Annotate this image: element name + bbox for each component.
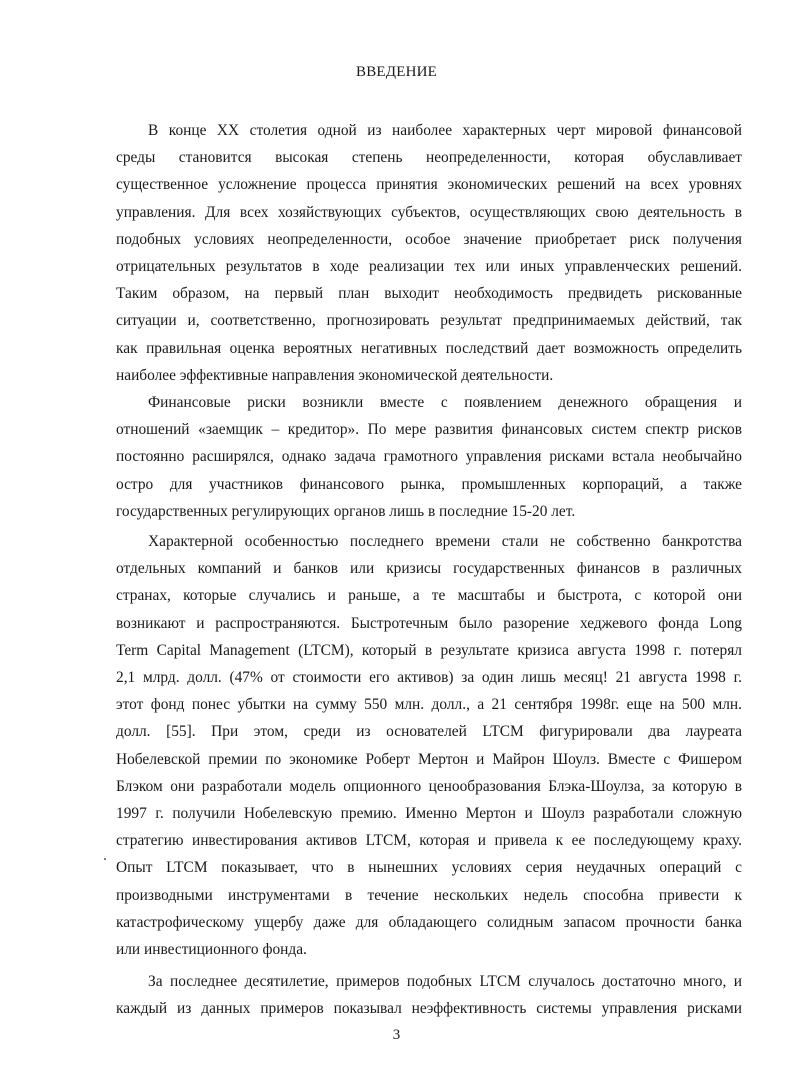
scan-speck — [104, 858, 106, 860]
text-line: подобных условиях неопределенности, особое значение приобретает риск получения — [116, 230, 742, 248]
text-line: Опыт LTCM показывает, что в нынешних условиях серия неудачных операций с — [116, 859, 742, 877]
text-line: отрицательных результатов в ходе реализации тех или иных управленческих решений. — [116, 258, 742, 275]
text-line: 1997 г. получили Нобелевскую премию. Именно Мертон и Шоулз разработали сложную — [116, 805, 742, 822]
text-line: государственных регулирующих органов лишь в последние 15-20 лет. — [116, 502, 576, 520]
text-line: Нобелевской премии по экономике Роберт Мертон и Майрон Шоулз. Вместе с Фишером — [116, 750, 742, 768]
text-line: 2,1 млрд. долл. (47% от стоимости его активов) за один лишь месяц! 21 августа 1998 г. — [116, 669, 742, 686]
text-line: среды становится высокая степень неопределенности, которая обуславливает — [116, 149, 742, 167]
text-line: Блэком они разработали модель опционного ценообразования Блэка-Шоулза, за которую в — [116, 777, 742, 795]
text-line: остро для участников финансового рынка, промышленных корпораций, а также — [116, 475, 742, 493]
text-line: долл. [55]. При этом, среди из основателей LTCM фигурировали два лауреата — [116, 723, 742, 741]
text-line: отдельных компаний и банков или кризисы государственных финансов в различных — [116, 560, 742, 578]
text-line: катастрофическому ущербу даже для обладающего солидным запасом прочности банка — [116, 913, 742, 931]
text-line: каждый из данных примеров показывал неэффективность системы управления рисками — [116, 1000, 742, 1018]
text-line: производными инструментами в течение нескольких недель способна привести к — [116, 886, 742, 904]
text-line: Таким образом, на первый план выходит необходимость предвидеть рискованные — [116, 285, 742, 303]
text-line: управления. Для всех хозяйствующих субъектов, осуществляющих свою деятельность в — [116, 203, 742, 221]
text-line: постоянно расширялся, однако задача грамотного управления рисками встала необычайно — [116, 448, 742, 466]
text-line: странах, которые случались и раньше, а те масштабы и быстрота, с которой они — [116, 587, 742, 605]
text-line: возникают и распространяются. Быстротечным было разорение хеджевого фонда Long — [116, 614, 742, 632]
text-line: Характерной особенностью последнего времени стали не собственно банкротства — [148, 533, 742, 550]
text-line: Term Capital Management (LTCM), который в результате кризиса августа 1998 г. потерял — [116, 641, 742, 659]
text-line: этот фонд понес убытки на сумму 550 млн. долл., а 21 сентября 1998г. еще на 500 млн. — [116, 696, 742, 714]
page-title: ВВЕДЕНИЕ — [356, 64, 437, 80]
text-line: как правильная оценка вероятных негативных последствий дает возможность определить — [116, 339, 742, 357]
text-line: или инвестиционного фонда. — [116, 941, 307, 958]
text-line: отношений «заемщик – кредитор». По мере развития финансовых систем спектр рисков — [116, 421, 742, 439]
text-line: стратегию инвестирования активов LTCM, которая и привела к ее последующему краху. — [116, 832, 742, 850]
text-line: В конце XX столетия одной из наиболее характерных черт мировой финансовой — [148, 122, 742, 139]
page-number: 3 — [392, 1027, 401, 1043]
text-line: Финансовые риски возникли вместе с появлением денежного обращения и — [148, 394, 742, 411]
text-line: существенное усложнение процесса принятия экономических решений на всех уровнях — [116, 176, 742, 194]
text-line: За последнее десятилетие, примеров подобных LTCM случалось достаточно много, и — [148, 973, 742, 991]
text-line: ситуации и, соответственно, прогнозировать результат предпринимаемых действий, так — [116, 312, 742, 330]
text-line: наиболее эффективные направления экономической деятельности. — [116, 366, 554, 384]
